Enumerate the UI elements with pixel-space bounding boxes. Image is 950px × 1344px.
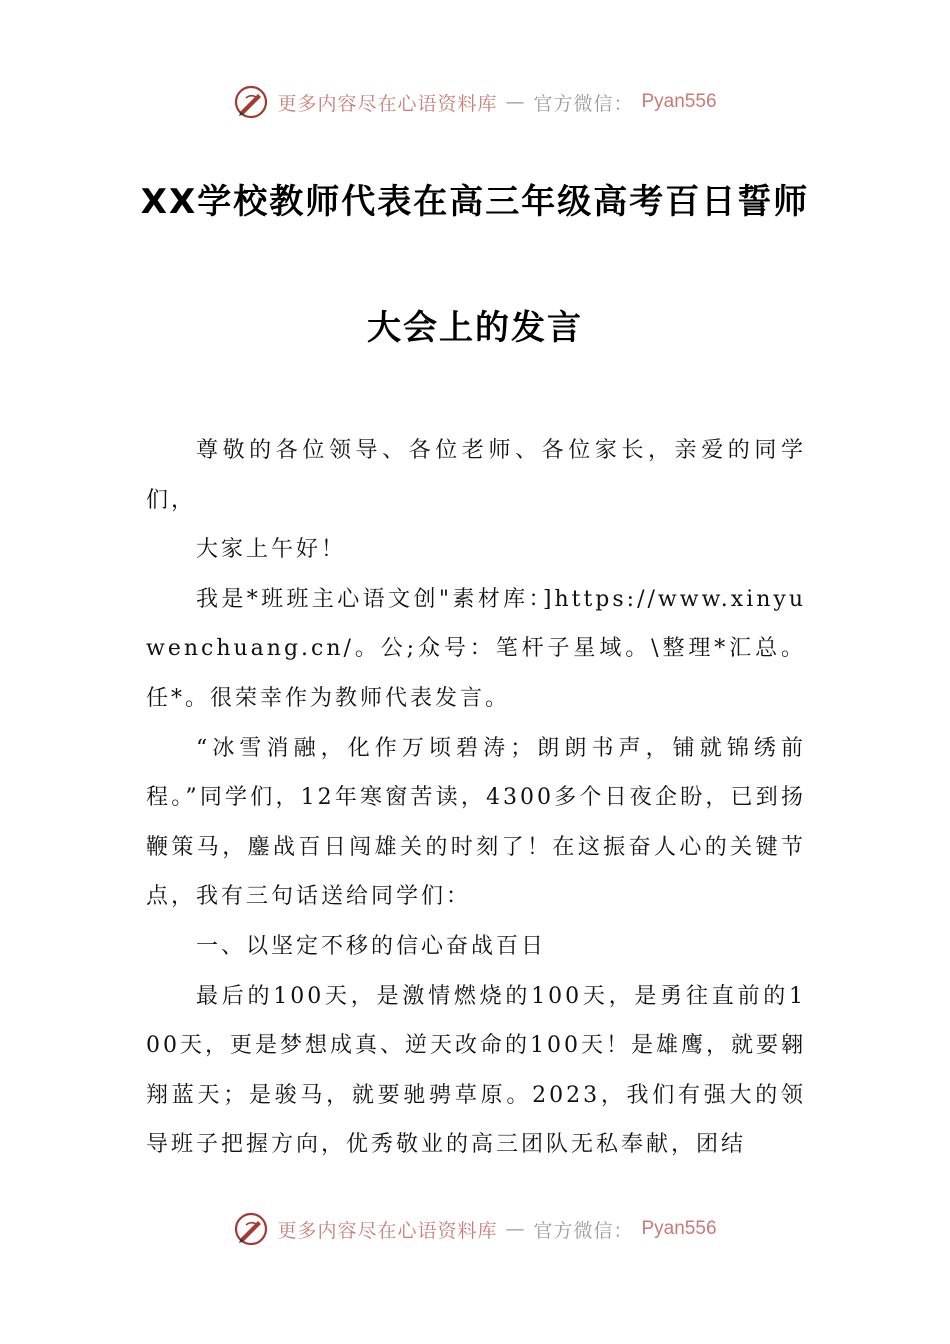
banner-wechat-id: Pyan556 [641,1218,717,1239]
pen-logo-icon [233,84,269,120]
banner-separator: — [505,1218,526,1240]
banner-wechat-label: 官方微信： [533,1219,634,1242]
paragraph-introduction: 我是*班班主心语文创"素材库：]https://www.xinyuwenchuang.cn/。公;众号：笔杆子星域。\整理*汇总。任*。很荣幸作为教师代表发言。 [146,586,806,711]
paragraph-opening: “冰雪消融，化作万顷碧涛；朗朗书声，铺就锦绣前程。”同学们，12年寒窗苦读，4300多个日夜企盼，已到扬鞭策马，鏖战百日闯雄关的时刻了！在这振奋人心的关键节点，我有三句话送给同学们： [146,735,806,910]
pen-logo-icon [233,1211,269,1247]
paragraph-greeting: 大家上午好！ [196,537,347,563]
speech-body [146,426,806,1170]
banner-brand: 更多内容尽在心语资料库 [277,92,498,115]
header-banner [0,84,950,120]
page-title-line2: 大会上的发言 [367,308,583,348]
banner-brand: 更多内容尽在心语资料库 [277,1219,498,1242]
banner-wechat-label: 官方微信： [533,92,634,115]
paragraph-section-1: 最后的100天，是激情燃烧的100天，是勇往直前的100天，更是梦想成真、逆天改命的100天！是雄鹰，就要翱翔蓝天；是骏马，就要驰骋草原。2023，我们有强大的领导班子把握方向，优秀敬业的高三团队无私奉献，团结 [146,983,806,1158]
page-title-line1: XX学校教师代表在高三年级高考百日誓师 [140,182,810,222]
section-heading-1: 一、以坚定不移的信心奋战百日 [196,933,547,959]
banner-separator: — [505,91,526,113]
footer-banner [0,1211,950,1247]
banner-wechat-id: Pyan556 [641,91,717,112]
paragraph-salutation: 尊敬的各位领导、各位老师、各位家长，亲爱的同学们， [146,438,806,513]
